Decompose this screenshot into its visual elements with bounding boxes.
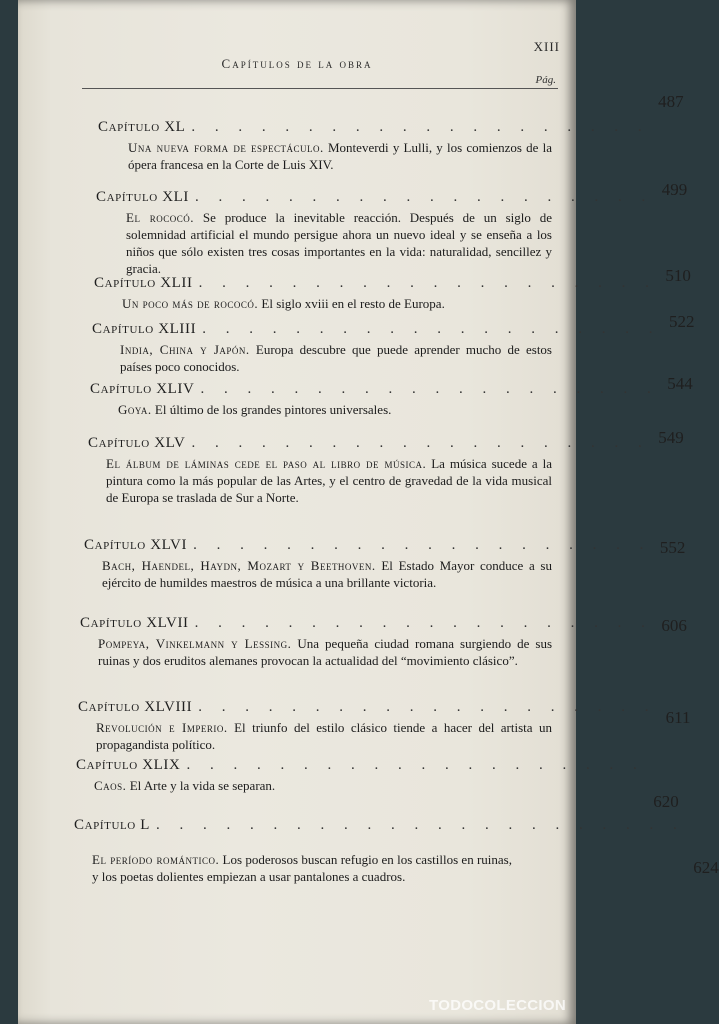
description-lead: Goya. (118, 402, 152, 417)
description-lead: Bach, Haendel, Haydn, Mozart y Beethoven. (102, 558, 376, 573)
description-text: El Arte y la vida se separan. (126, 778, 276, 793)
toc-entry-xlix (76, 754, 679, 811)
page-column-label: Pág. (535, 74, 556, 86)
toc-entry-xlviii (78, 696, 691, 753)
chapter-title: Capítulo XL (98, 119, 186, 135)
description-lead: El período romántico. (92, 852, 220, 867)
description-lead: India, China y Japón. (120, 342, 250, 357)
chapter-description (92, 851, 512, 885)
chapter-page: 499 (661, 180, 688, 199)
chapter-title: Capítulo XLVII (80, 615, 189, 631)
watermark: TODOCOLECCION (429, 997, 566, 1014)
toc-entry-xl (98, 92, 684, 173)
chapter-description (118, 401, 552, 418)
running-title: Capítulos de la obra (221, 56, 373, 71)
chapter-description (96, 719, 552, 753)
dot-leader: . . . . . . . . . . . . . . . . . . . . (200, 381, 659, 397)
description-text: Los poderosos buscan refugio en los castillos en ruinas, y los poetas dolientes empiezan a usar pantalones a cuadros. (92, 852, 512, 884)
header-rule (82, 88, 558, 89)
description-text: La música sucede a la pintura como la más popular de las Artes, y el centro de gravedad de la vida musical de Europa se traslada de Sur a Norte. (106, 456, 552, 505)
dot-leader: . . . . . . . . . . . . . . . . . . . . (195, 189, 654, 205)
chapter-description (128, 139, 552, 173)
page-number: XIII (533, 39, 560, 54)
dot-leader: . . . . . . . . . . . . . . . . . . . . . . . (155, 817, 685, 833)
dot-leader: . . . . . . . . . . . . . . . . . . . . (198, 699, 657, 715)
description-lead: Caos. (94, 778, 127, 793)
chapter-title: Capítulo XLVIII (78, 699, 193, 715)
chapter-page: 544 (667, 374, 693, 393)
toc-entry-xliv (90, 374, 693, 418)
toc-entry-xlvi (84, 534, 686, 591)
description-lead: Revolución e Imperio. (96, 720, 228, 735)
chapter-page: 620 (653, 792, 679, 811)
chapter-page: 611 (665, 708, 691, 727)
chapter-page: 552 (659, 538, 686, 557)
description-text: El último de los grandes pintores universales. (151, 402, 392, 417)
chapter-title: Capítulo XLVI (84, 537, 188, 553)
chapter-description (98, 635, 552, 669)
toc-entry-xliii (92, 312, 695, 375)
description-lead: El álbum de láminas cede el paso al libro de música. (106, 456, 427, 471)
chapter-page: 522 (668, 312, 695, 331)
toc-entry-xlv (88, 428, 684, 506)
description-text: Monteverdi y Lulli, y los comienzos de la ópera francesa en la Corte de Luis XIV. (128, 140, 552, 172)
toc-entry-xlii (94, 266, 691, 312)
chapter-description (94, 777, 552, 794)
description-text: El Estado Mayor conduce a su ejército de humildes maestros de música a una brillante victoria. (102, 558, 552, 590)
book-page (18, 0, 719, 1024)
description-lead: Un poco más de rococó. (122, 296, 259, 311)
description-text: El triunfo del estilo clásico tiende a hacer del artista un propagandista político. (96, 720, 552, 752)
chapter-description (126, 209, 552, 277)
dot-leader: . . . . . . . . . . . . . . . . . . . . (202, 321, 661, 337)
dot-leader: . . . . . . . . . . . . . . . . . . . . (186, 757, 645, 773)
dot-leader: . . . . . . . . . . . . . . . . . . . . (191, 119, 650, 135)
chapter-title: Capítulo XLIX (76, 757, 181, 773)
dot-leader: . . . . . . . . . . . . . . . . . . . . (194, 615, 653, 631)
chapter-title: Capítulo XLV (88, 435, 186, 451)
chapter-title: Capítulo L (74, 817, 150, 833)
chapter-title: Capítulo XLIII (92, 321, 197, 337)
dot-leader: . . . . . . . . . . . . . . . . . . . . (193, 537, 652, 553)
chapter-description (122, 295, 552, 312)
description-lead: El rococó. (126, 210, 195, 225)
chapter-page: 549 (658, 428, 684, 447)
description-text: Europa descubre que puede aprender mucho de estos países poco conocidos. (120, 342, 552, 374)
chapter-title: Capítulo XLIV (90, 381, 195, 397)
chapter-page: 510 (665, 266, 691, 285)
description-text: Una pequeña ciudad romana surgiendo de sus ruinas y dos eruditos alemanes provocan la actualidad del “movimiento clásico”. (98, 636, 552, 668)
dot-leader: . . . . . . . . . . . . . . . . . . . . (198, 275, 657, 291)
toc-entry-xlvii (80, 612, 687, 669)
description-lead: Una nueva forma de espectáculo. (128, 140, 324, 155)
chapter-title: Capítulo XLII (94, 275, 193, 291)
chapter-description (102, 557, 552, 591)
chapter-description (106, 455, 552, 506)
chapter-page: 606 (661, 616, 687, 635)
description-text: Se produce la inevitable reacción. Después de un siglo de solemnidad artificial el mundo persigue ahora un nuevo ideal y se enseña a los niños que sólo existen tres cosas importantes en la vida: naturalidad, sencillez y gracia. (126, 210, 552, 276)
chapter-title: Capítulo XLI (96, 189, 189, 205)
description-text: El siglo xviii en el resto de Europa. (258, 296, 445, 311)
chapter-page: 624 (693, 858, 719, 877)
toc-entry-l (74, 814, 719, 885)
description-lead: Pompeya, Vinkelmann y Lessing. (98, 636, 292, 651)
chapter-page: 487 (658, 92, 684, 111)
chapter-description (120, 341, 552, 375)
dot-leader: . . . . . . . . . . . . . . . . . . . . (191, 435, 650, 451)
